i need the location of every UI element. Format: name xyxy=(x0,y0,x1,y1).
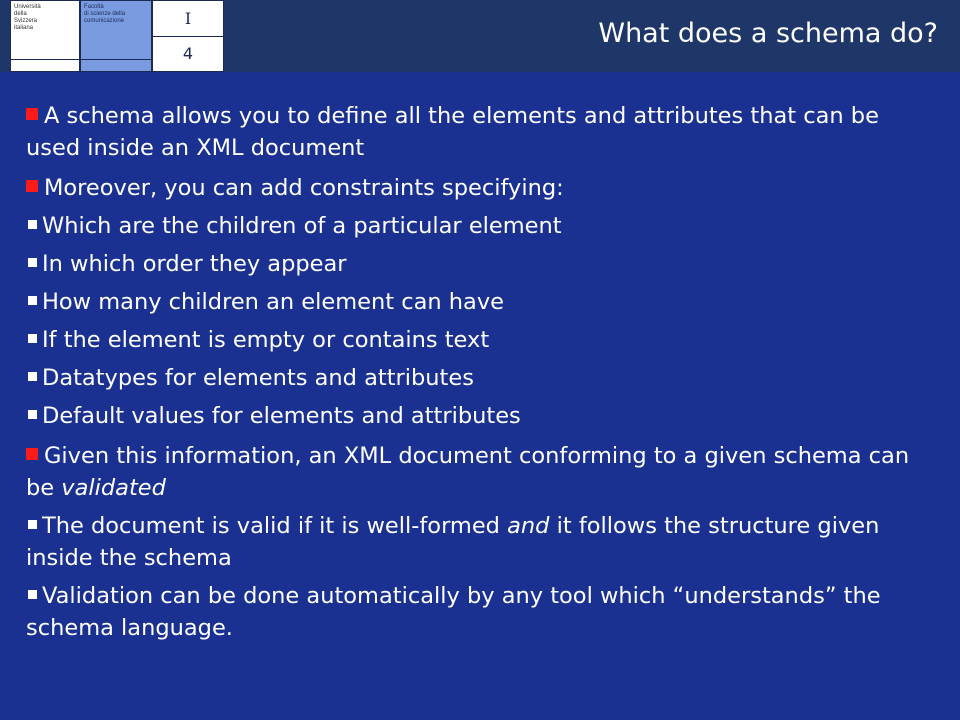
university-logo xyxy=(10,0,80,72)
bullet-item xyxy=(26,100,936,164)
slide-title: What does a schema do? xyxy=(598,18,938,49)
bullet-item xyxy=(26,440,936,504)
bullet-square-icon xyxy=(28,334,37,343)
bullet-item xyxy=(26,510,936,574)
university-logo-text: Università della Svizzera italiana xyxy=(14,4,41,31)
bullet-item xyxy=(26,172,936,204)
bullet-item xyxy=(26,248,936,280)
bullet-square-icon xyxy=(26,448,38,460)
bullet-text: Which are the children of a particular element xyxy=(42,213,562,239)
bullet-item xyxy=(26,580,936,644)
bullet-text: Validation can be done automatically by any tool which “understands” the schema language. xyxy=(26,583,881,641)
bullet-item xyxy=(26,286,936,318)
bullet-text: If the element is empty or contains text xyxy=(42,327,490,353)
bullet-item xyxy=(26,362,936,394)
bullet-text: In which order they appear xyxy=(42,251,347,277)
bullet-square-icon xyxy=(26,180,38,192)
bullet-square-icon xyxy=(28,590,37,599)
slide-number-box xyxy=(152,0,224,72)
bullet-emphasis: validated xyxy=(61,475,166,501)
bullet-emphasis: and xyxy=(507,513,550,539)
logo-divider xyxy=(11,59,79,60)
bullet-square-icon xyxy=(28,372,37,381)
slide-number: 4 xyxy=(182,44,194,63)
bullet-square-icon xyxy=(28,296,37,305)
bullet-square-icon xyxy=(28,520,37,529)
bullet-text: it follows the structure given inside the schema xyxy=(26,513,880,571)
bullet-item xyxy=(26,210,936,242)
bullet-list xyxy=(26,100,936,644)
bullet-text: How many children an element can have xyxy=(42,289,505,315)
bullet-item xyxy=(26,400,936,432)
bullet-square-icon xyxy=(28,410,37,419)
bullet-text: Moreover, you can add constraints specifying: xyxy=(44,175,564,201)
bullet-square-icon xyxy=(28,220,37,229)
bullet-item xyxy=(26,324,936,356)
bullet-text: Datatypes for elements and attributes xyxy=(42,365,474,391)
bullet-square-icon xyxy=(26,108,38,120)
bullet-text: Default values for elements and attributes xyxy=(42,403,521,429)
logo-divider xyxy=(81,59,151,60)
faculty-logo-text: Facoltà di scienze della comunicazione xyxy=(84,4,126,24)
faculty-logo xyxy=(80,0,152,72)
bullet-text: The document is valid if it is well-formed xyxy=(42,513,508,539)
bullet-text: Given this information, an XML document conforming to a given schema can be xyxy=(26,443,910,501)
section-marker: I xyxy=(153,1,223,37)
slide-header xyxy=(0,0,960,72)
bullet-square-icon xyxy=(28,258,37,267)
bullet-text: A schema allows you to define all the elements and attributes that can be used inside an XML document xyxy=(26,103,879,161)
